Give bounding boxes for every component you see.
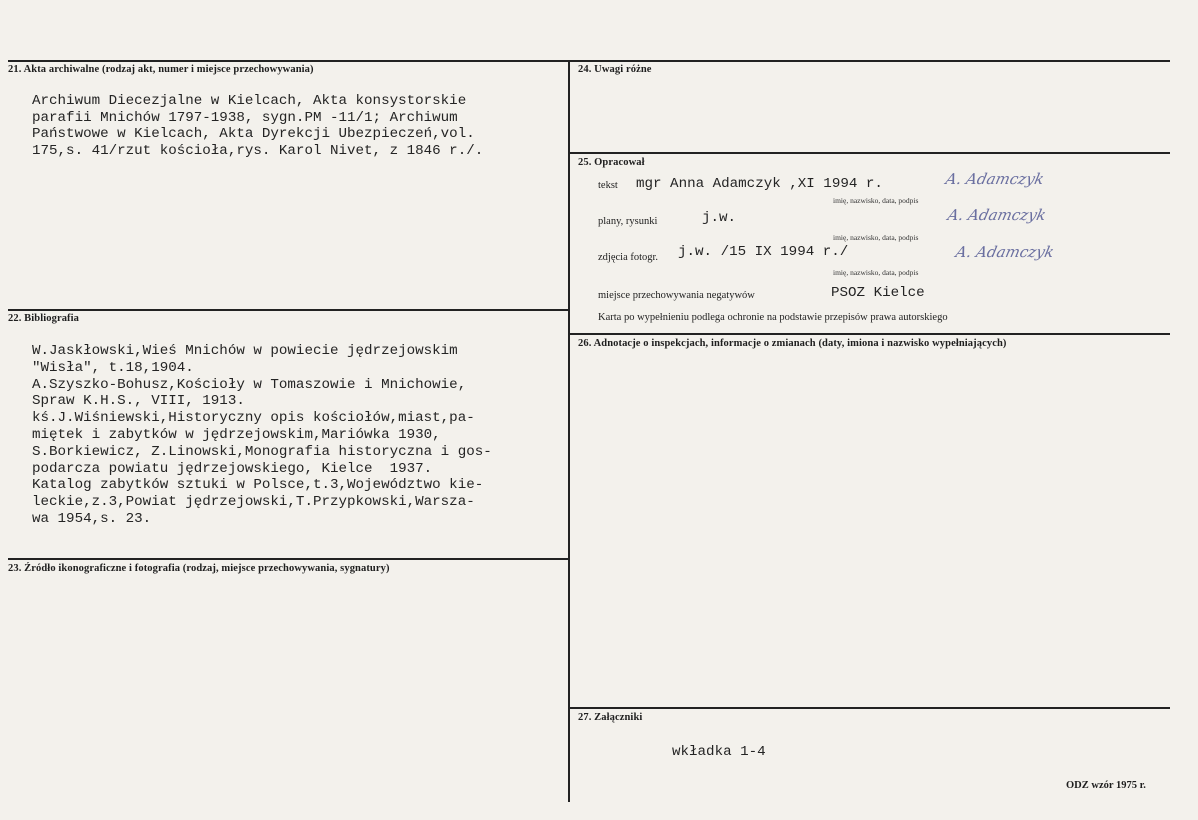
copyright-note: Karta po wypełnieniu podlega ochronie na podstawie przepisów prawa autorskiego — [598, 312, 948, 323]
negatywy-value: PSOZ Kielce — [831, 285, 925, 301]
tekst-signature: A. Adamczyk — [944, 170, 1046, 188]
section-27-label: 27. Załączniki — [578, 712, 643, 723]
tekst-hint: imię, nazwisko, data, podpis — [833, 196, 919, 205]
s22-line: Katalog zabytków sztuki w Polsce,t.3,Województwo kie- — [32, 477, 484, 494]
section-23-label: 23. Źródło ikonograficzne i fotografia (rodzaj, miejsce przechowywania, sygnatury) — [8, 563, 390, 574]
rule-22-23 — [8, 558, 569, 560]
s22-line: wa 1954,s. 23. — [32, 510, 152, 527]
s21-line: Państwowe w Kielcach, Akta Dyrekcji Ubezpieczeń,vol. — [32, 126, 475, 142]
section-22-label: 22. Bibliografia — [8, 313, 80, 324]
zdjecia-signature: A. Adamczyk — [954, 243, 1056, 261]
s22-line: Spraw K.H.S., VIII, 1913. — [32, 393, 245, 410]
section-21-label: 21. Akta archiwalne (rodzaj akt, numer i miejsce przechowywania) — [8, 64, 314, 75]
rule-25-26 — [568, 333, 1170, 335]
tekst-label: tekst — [598, 180, 618, 191]
s22-line: kś.J.Wiśniewski,Historyczny opis kościołów,miast,pa- — [32, 410, 475, 427]
zdjecia-hint: imię, nazwisko, data, podpis — [833, 268, 919, 277]
section-27-value: wkładka 1-4 — [672, 744, 766, 760]
zdjecia-value: j.w. /15 IX 1994 r./ — [678, 244, 849, 260]
zdjecia-label: zdjęcia fotogr. — [598, 252, 659, 263]
center-divider — [568, 60, 570, 802]
section-21-text — [32, 93, 483, 159]
s22-line: W.Jaskłowski,Wieś Mnichów w powiecie jędrzejowskim — [32, 343, 458, 359]
rule-24-25 — [568, 152, 1170, 154]
s22-line: A.Szyszko-Bohusz,Kościoły w Tomaszowie i Mnichowie, — [32, 376, 467, 393]
s22-line: leckie,z.3,Powiat jędrzejowski,T.Przypkowski,Warsza- — [32, 494, 475, 511]
s22-line: podarcza powiatu jędrzejowskiego, Kielce 1937. — [32, 460, 433, 477]
section-22-text — [32, 343, 492, 528]
section-26-label: 26. Adnotacje o inspekcjach, informacje o zmianach (daty, imiona i nazwisko wypełniających) — [578, 338, 1007, 349]
form-id: ODZ wzór 1975 r. — [1066, 780, 1146, 791]
tekst-value: mgr Anna Adamczyk ,XI 1994 r. — [636, 176, 883, 192]
s21-line: parafii Mnichów 1797-1938, sygn.PM -11/1; Archiwum — [32, 109, 458, 126]
plany-hint: imię, nazwisko, data, podpis — [833, 233, 919, 242]
plany-label: plany, rysunki — [598, 216, 658, 227]
s22-line: miętek i zabytków w jędrzejowskim,Mariówka 1930, — [32, 426, 441, 443]
section-24-label: 24. Uwagi różne — [578, 64, 652, 75]
s21-line: 175,s. 41/rzut kościoła,rys. Karol Nivet, z 1846 r./. — [32, 142, 484, 159]
plany-value: j.w. — [702, 210, 737, 226]
rule-26-27 — [568, 707, 1170, 709]
negatywy-label: miejsce przechowywania negatywów — [598, 290, 755, 301]
s21-line: Archiwum Diecezjalne w Kielcach, Akta konsystorskie — [32, 93, 467, 109]
s22-line: "Wisła", t.18,1904. — [32, 359, 194, 376]
rule-21-22 — [8, 309, 569, 311]
top-rule — [8, 60, 1170, 62]
s22-line: S.Borkiewicz, Z.Linowski,Monografia historyczna i gos- — [32, 443, 492, 460]
section-25-label: 25. Opracował — [578, 157, 645, 168]
plany-signature: A. Adamczyk — [946, 206, 1048, 224]
